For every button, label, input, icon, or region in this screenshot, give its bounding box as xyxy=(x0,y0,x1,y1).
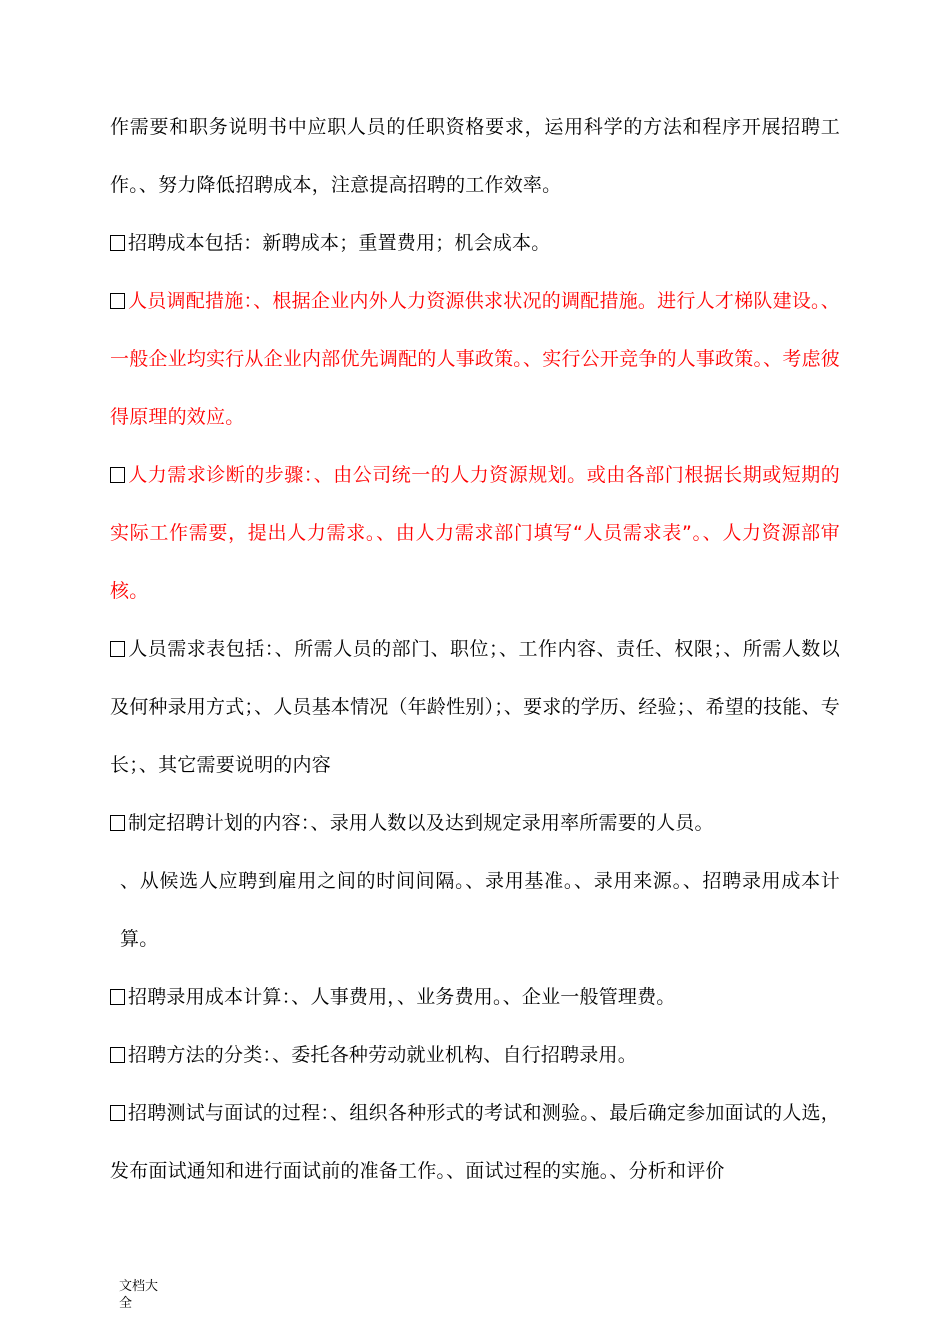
paragraph-1 xyxy=(110,98,840,214)
paragraph-9 xyxy=(110,1026,840,1084)
checkbox-bullet-icon xyxy=(110,815,125,831)
paragraph-6 xyxy=(110,794,840,852)
paragraph-text: 人员需求表包括：、所需人员的部门、职位；、工作内容、责任、权限；、所需人数以及何种录用方式；、人员基本情况（年龄性别）；、要求的学历、经验；、希望的技能、专长；、其它需要说明的内容 xyxy=(110,638,841,776)
paragraph-text: 招聘测试与面试的过程：、组织各种形式的考试和测验。、最后确定参加面试的人选，发布面试通知和进行面试前的准备工作。、面试过程的实施。、分析和评价 xyxy=(110,1102,840,1182)
paragraph-text: 招聘成本包括：新聘成本；重置费用；机会成本。 xyxy=(128,232,551,254)
checkbox-bullet-icon xyxy=(110,467,125,483)
document-body xyxy=(110,98,840,1200)
checkbox-bullet-icon xyxy=(110,989,125,1005)
checkbox-bullet-icon xyxy=(110,1047,125,1063)
checkbox-bullet-icon xyxy=(110,293,125,309)
paragraph-text: 招聘录用成本计算：、人事费用，、业务费用。、企业一般管理费。 xyxy=(128,986,676,1008)
paragraph-8 xyxy=(110,968,840,1026)
paragraph-text: 、从候选人应聘到雇用之间的时间间隔。、录用基准。、录用来源。、招聘录用成本计算。 xyxy=(120,870,840,950)
paragraph-10 xyxy=(110,1084,840,1200)
checkbox-bullet-icon xyxy=(110,1105,125,1121)
paragraph-text: 招聘方法的分类：、委托各种劳动就业机构、自行招聘录用。 xyxy=(128,1044,637,1066)
paragraph-3 xyxy=(110,272,840,446)
paragraph-text: 制定招聘计划的内容：、录用人数以及达到规定录用率所需要的人员。 xyxy=(128,812,714,834)
paragraph-text: 人员调配措施：、根据企业内外人力资源供求状况的调配措施。进行人才梯队建设。、一般企业均实行从企业内部优先调配的人事政策。、实行公开竞争的人事政策。、考虑彼得原理的效应。 xyxy=(110,290,840,428)
paragraph-5 xyxy=(110,620,840,794)
checkbox-bullet-icon xyxy=(110,235,125,251)
paragraph-7 xyxy=(110,852,840,968)
checkbox-bullet-icon xyxy=(110,641,125,657)
page-footer: 文档大全 xyxy=(119,1279,159,1311)
paragraph-text: 作需要和职务说明书中应职人员的任职资格要求，运用科学的方法和程序开展招聘工作。、努力降低招聘成本，注意提高招聘的工作效率。 xyxy=(110,116,840,196)
paragraph-4 xyxy=(110,446,840,620)
paragraph-text: 人力需求诊断的步骤：、由公司统一的人力资源规划。或由各部门根据长期或短期的实际工作需要，提出人力需求。、由人力需求部门填写“人员需求表”。、人力资源部审核。 xyxy=(110,464,840,602)
paragraph-2 xyxy=(110,214,840,272)
